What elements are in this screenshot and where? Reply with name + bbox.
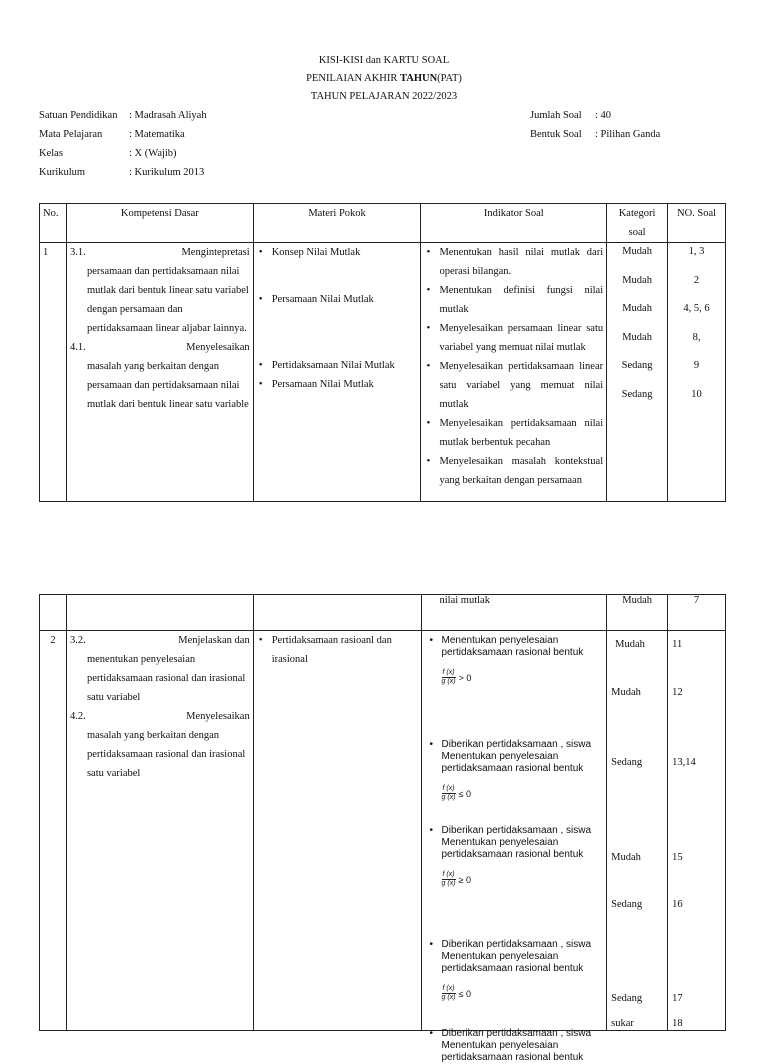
bullet-icon: • [429,825,434,836]
list-item: • Menyelesaikan pertidaksamaan nilai mutlak berbentuk pecahan [424,414,603,452]
info-jumlah-soal: Jumlah Soal : 40 [530,110,612,121]
kisi-table-1 [39,203,726,502]
list-item: • Menentukan definisi fungsi nilai mutlak [424,281,603,319]
kategori-cell: Mudah Mudah Sedang Mudah Sedang Sedang sukar [607,631,668,1031]
indikator-item-1: • Menentukan penyelesaian pertidaksamaan rasional bentuk $\frac{f (x)}{g (x)}$ > 0 [430,635,602,686]
header-kompetensi: Kompetensi Dasar [66,204,253,243]
info-bentuk-soal: Bentuk Soal : Pilihan Ganda [530,129,661,140]
formula-le-2: $\frac{f (x)}{g (x)}$ ≤ 0 [441,985,472,1001]
table-header-row [40,204,726,243]
bullet-icon: • [429,635,434,646]
table-row [40,631,726,1031]
indikator-item-4: • Diberikan pertidaksamaan , siswa Menentukan penyelesaian pertidaksamaan rasional bentuk $\frac{f (x)}{g (x)}$ ≤ 0 [430,939,602,1002]
indikator-item-2: • Diberikan pertidaksamaan , siswa Menentukan penyelesaian pertidaksamaan rasional bentuk $\frac{f (x)}{g (x)}$ ≤ 0 [430,739,602,802]
indikator-item-5: • Diberikan pertidaksamaan , siswa Menentukan penyelesaian pertidaksamaan rasional bentuk [429,1028,592,1063]
bullet-icon: • [429,1028,434,1039]
kategori-continued: Mudah [607,595,668,631]
header-indikator: Indikator Soal [421,204,607,243]
list-item: • Konsep Nilai Mutlak [257,243,418,262]
list-item: • Menyelesaikan masalah kontekstual yang berkaitan dengan persamaan [424,452,603,490]
no-soal-cell: 11 12 13,14 15 16 17 18 [668,631,726,1031]
bullet-icon: • [429,939,434,950]
info-right [530,106,660,144]
table-row-continued [40,595,726,631]
header-kategori: Kategori soal [607,204,668,243]
list-item: • Pertidaksamaan Nilai Mutlak [257,356,418,375]
table-row [40,243,726,502]
indikator-item-3: • Diberikan pertidaksamaan , siswa Menentukan penyelesaian pertidaksamaan rasional bentuk $\frac{f (x)}{g (x)}$ ≥ 0 [430,825,602,888]
kompetensi-cell: 3.2. Menjelaskan dan menentukan penyelesaian pertidaksamaan rasional dan irasional satu variabel 4.2. Menyelesaikan masalah yang berkaitan dengan pertidaksamaan rasional dan irasional satu variabel [66,631,253,1031]
list-item: • Pertidaksamaan rasioanl dan irasional [257,631,418,669]
title-line-1: KISI-KISI dan KARTU SOAL [318,55,450,66]
formula-gt: $\frac{f (x)}{g (x)}$ > 0 [441,669,472,685]
indikator-cell [421,243,607,502]
info-mapel: Mata Pelajaran : Matematika [39,129,185,140]
row-number: 2 [40,631,67,1031]
list-item: • Persamaan Nilai Mutlak [257,375,418,394]
kisi-table-2 [39,594,726,1063]
title-line-3: TAHUN PELAJARAN 2022/2023 [310,91,458,102]
kategori-cell: Mudah Mudah Mudah Mudah Sedang Sedang [607,243,668,502]
list-item: • Menyelesaikan persamaan linear satu variabel yang memuat nilai mutlak [424,319,603,357]
info-kelas: Kelas : X (Wajib) [39,148,177,159]
info-left [39,106,207,182]
materi-cell [253,243,421,502]
header-materi: Materi Pokok [253,204,421,243]
title-line-2: PENILAIAN AKHIR TAHUN(PAT) [306,73,462,84]
kompetensi-cell: 3.1. Mengintepretasi persamaan dan pertidaksamaan nilai mutlak dari bentuk linear satu variabel dengan persamaan dan pertidaksamaan linear aljabar lainnya. 4.1. Menyelesaikan masalah yang berkaitan dengan persamaan dan pertidaksamaan nilai mutlak dari bentuk linear satu variable [66,243,253,502]
row-number: 1 [40,243,67,502]
info-kurikulum: Kurikulum : Kurikulum 2013 [39,167,205,178]
no-soal-continued: 7 [668,595,726,631]
indikator-continued: nilai mutlak [421,595,607,631]
info-satuan: Satuan Pendidikan : Madrasah Aliyah [39,110,207,121]
formula-ge: $\frac{f (x)}{g (x)}$ ≥ 0 [441,871,472,887]
bullet-icon: • [429,739,434,750]
materi-cell [253,631,421,1031]
list-item: • Menentukan hasil nilai mutlak dari operasi bilangan. [424,243,603,281]
header-no-soal: NO. Soal [668,204,726,243]
formula-le: $\frac{f (x)}{g (x)}$ ≤ 0 [441,785,472,801]
header-no: No. [40,204,67,243]
indikator-cell [421,631,607,1063]
list-item: • Persamaan Nilai Mutlak [257,290,418,309]
list-item: • Menyelesaikan pertidaksamaan linear satu variabel yang memuat nilai mutlak [424,357,603,414]
document-title [0,52,768,106]
no-soal-cell: 1, 3 2 4, 5, 6 8, 9 10 [668,243,726,502]
